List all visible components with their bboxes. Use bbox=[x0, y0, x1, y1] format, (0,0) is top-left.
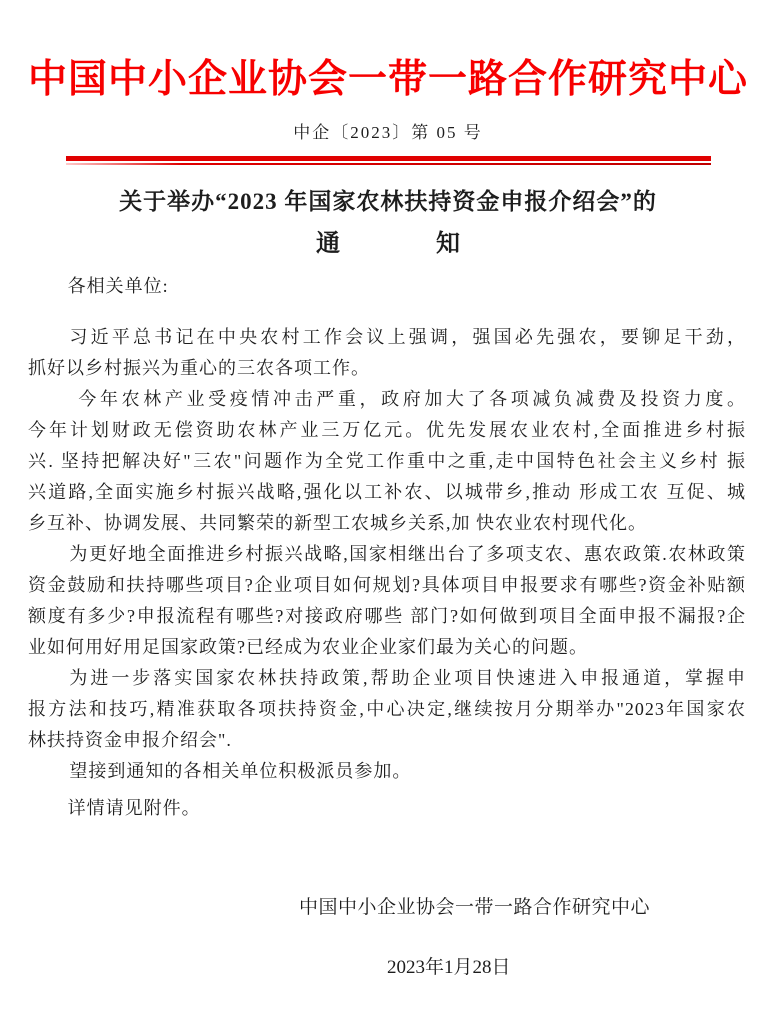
salutation: 各相关单位: bbox=[67, 276, 169, 296]
closing-line: 详情请见附件。 bbox=[67, 798, 201, 818]
body-line: 乡互补、协调发展、共同繁荣的新型工农城乡关系,加 快农业农村现代化。 bbox=[28, 513, 647, 533]
document-body bbox=[28, 271, 746, 824]
body-line: 今年计划财政无偿资助农林产业三万亿元。优先发展农业农村,全面推进乡村振 bbox=[28, 420, 746, 440]
red-separator-rule bbox=[66, 156, 711, 165]
signature-org: 中国中小企业协会一带一路合作研究中心 bbox=[299, 897, 651, 918]
body-paragraph-4 bbox=[28, 663, 746, 756]
body-line: 兴道路,全面实施乡村振兴战略,强化以工补农、以城带乡,推动 形成工农 互促、城 bbox=[28, 482, 746, 502]
body-line: 抓好以乡村振兴为重心的三农各项工作。 bbox=[28, 358, 370, 378]
red-rule-thin-line bbox=[66, 163, 711, 165]
body-line: 兴. 坚持把解决好"三农"问题作为全党工作重中之重,走中国特色社会主义乡村 振 bbox=[28, 451, 746, 471]
body-line: 额度有多少?申报流程有哪些?对接政府哪些 部门?如何做到项目全面申报不漏报?企 bbox=[28, 606, 746, 626]
body-line: 今年农林产业受疫情冲击严重，政府加大了各项减负减费及投资力度。 bbox=[78, 389, 746, 409]
body-line: 报方法和技巧,精准获取各项扶持资金,中心决定,继续按月分期举办"2023年国家农 bbox=[28, 699, 746, 719]
signature-date: 2023年1月28日 bbox=[387, 957, 511, 978]
body-line: 为进一步落实国家农林扶持政策,帮助企业项目快速进入申报通道，掌握申 bbox=[69, 668, 746, 688]
body-paragraph-3 bbox=[28, 539, 746, 663]
body-line: 望接到通知的各相关单位积极派员参加。 bbox=[69, 761, 412, 781]
doc-number: 中企〔2023〕第 05 号 bbox=[293, 123, 483, 142]
org-header-title: 中国中小企业协会一带一路合作研究中心 bbox=[27, 58, 748, 101]
body-line: 业如何用好用足国家政策?已经成为农业企业家们最为关心的问题。 bbox=[28, 637, 588, 657]
body-line: 为更好地全面推进乡村振兴战略,国家相继出台了多项支农、惠农政策.农林政策 bbox=[69, 544, 746, 564]
notice-title-line1: 关于举办“2023 年国家农林扶持资金申报介绍会”的 bbox=[119, 189, 657, 214]
body-line: 林扶持资金申报介绍会". bbox=[28, 730, 232, 750]
body-paragraph-1 bbox=[28, 322, 746, 384]
body-paragraph-2 bbox=[28, 384, 746, 539]
body-line: 习近平总书记在中央农村工作会议上强调，强国必先强农，要铆足干劲， bbox=[69, 327, 746, 347]
body-line: 资金鼓励和扶持哪些项目?企业项目如何规划?具体项目申报要求有哪些?资金补贴额 bbox=[28, 575, 746, 595]
body-paragraph-5 bbox=[28, 756, 746, 787]
notice-title-line2: 通 知 bbox=[316, 231, 460, 257]
